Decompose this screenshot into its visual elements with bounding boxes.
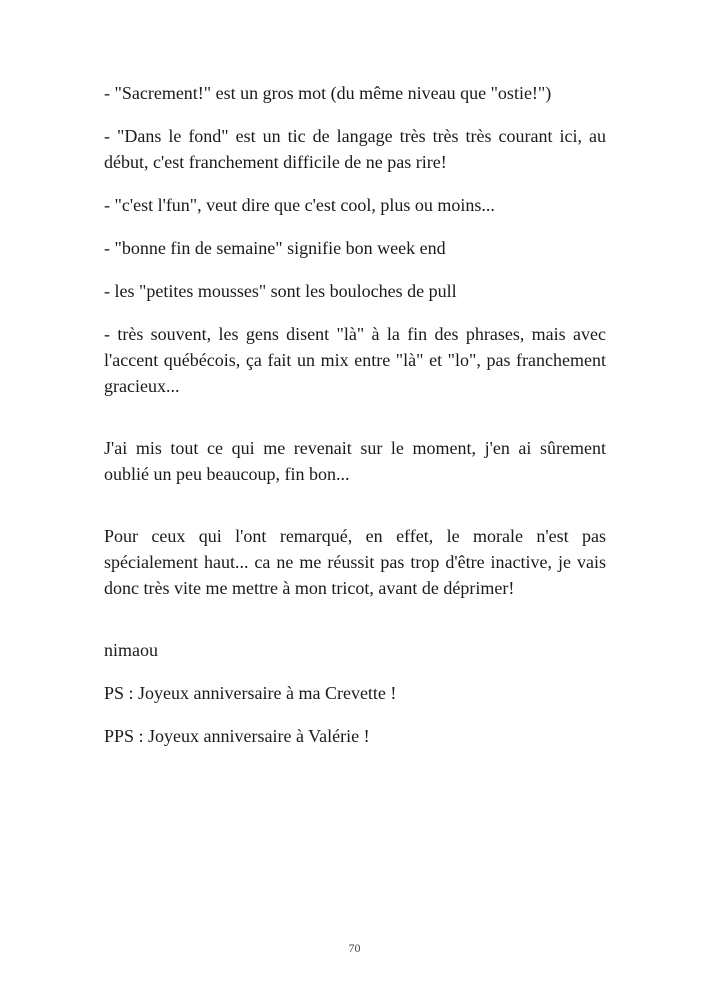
bullet-fin-de-semaine: - "bonne fin de semaine" signifie bon week end (104, 238, 446, 258)
bullet-dans-le-fond: - "Dans le fond" est un tic de langage très très très courant ici, au début, c'est franchement difficile de ne pas rire! (104, 126, 606, 172)
page-body (104, 80, 606, 749)
bullet-sacrement: - "Sacrement!" est un gros mot (du même niveau que "ostie!") (104, 83, 552, 103)
page-number: 70 (348, 941, 361, 955)
bullet-petites-mousses: - les "petites mousses" sont les bouloches de pull (104, 281, 457, 301)
signature: nimaou (104, 640, 158, 660)
paragraph-morale: Pour ceux qui l'ont remarqué, en effet, le morale n'est pas spécialement haut... ca ne me réussit pas trop d'être inactive, je vais donc très vite me mettre à mon tricot, avant de déprimer! (104, 526, 606, 598)
bullet-la-fin-phrases: - très souvent, les gens disent "là" à la fin des phrases, mais avec l'accent québécois, ça fait un mix entre "là" et "lo", pas franchement gracieux... (104, 324, 606, 396)
bullet-cest-lfun: - "c'est l'fun", veut dire que c'est cool, plus ou moins... (104, 195, 495, 215)
paragraph-souvenirs: J'ai mis tout ce qui me revenait sur le moment, j'en ai sûrement oublié un peu beaucoup, fin bon... (104, 438, 606, 484)
pps-line: PPS : Joyeux anniversaire à Valérie ! (104, 726, 370, 746)
ps-line: PS : Joyeux anniversaire à ma Crevette ! (104, 683, 397, 703)
